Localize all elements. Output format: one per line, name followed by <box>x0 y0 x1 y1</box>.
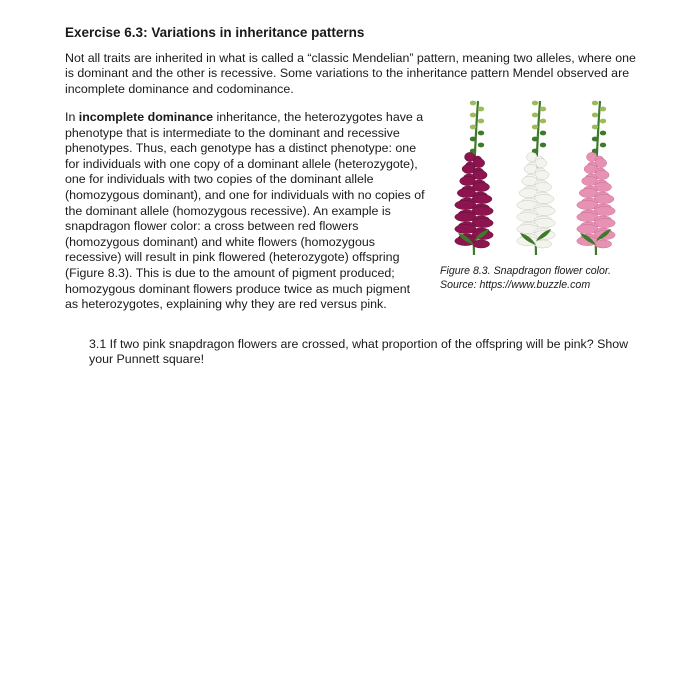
incomplete-dominance-term: incomplete dominance <box>78 110 214 124</box>
incomplete-dominance-paragraph <box>65 110 425 313</box>
exercise-title: Exercise 6.3: Variations in inheritance patterns <box>65 25 365 40</box>
red-snapdragon <box>455 101 493 255</box>
figure-caption-source: Source: https://www.buzzle.com <box>440 279 591 291</box>
pink-snapdragon <box>577 101 615 255</box>
intro-paragraph: Not all traits are inherited in what is called a “classic Mendelian” pattern, meaning two alleles, where one is dominant and the other is recessive. Some variations to the inheritance pattern Mendel observed are incomplete dominance and codominance. <box>65 51 636 96</box>
snapdragon-figure <box>436 95 636 260</box>
question-3-1: 3.1 If two pink snapdragon flowers are crossed, what proportion of the offspring will be pink? Show your Punnett square! <box>89 337 629 367</box>
figure-caption <box>440 264 670 292</box>
figure-caption-title: Figure 8.3. Snapdragon flower color. <box>440 265 611 277</box>
paragraph-lead: In <box>65 110 79 124</box>
white-snapdragon <box>517 101 555 255</box>
paragraph-body: inheritance, the heterozygotes have a phenotype that is intermediate to the dominant and recessive phenotypes. Thus, each genotype has a distinct phenotype: one for individuals with one copy of a dominant allele (heterozygote), one for individuals with two copies of the dominant allele (homozygous dominant), and one for individuals with no copies of the dominant allele (homozygous recessive). An example is snapdragon flower color: a cross between red flowers (homozygous dominant) and white flowers (homozygous recessive) will result in pink flowered (heterozygote) offspring (Figure 8.3). This is due to the amount of pigment produced; homozygous dominant flowers produce twice as much pigment as heterozygotes, explaining why they are red versus pink. <box>65 110 425 312</box>
